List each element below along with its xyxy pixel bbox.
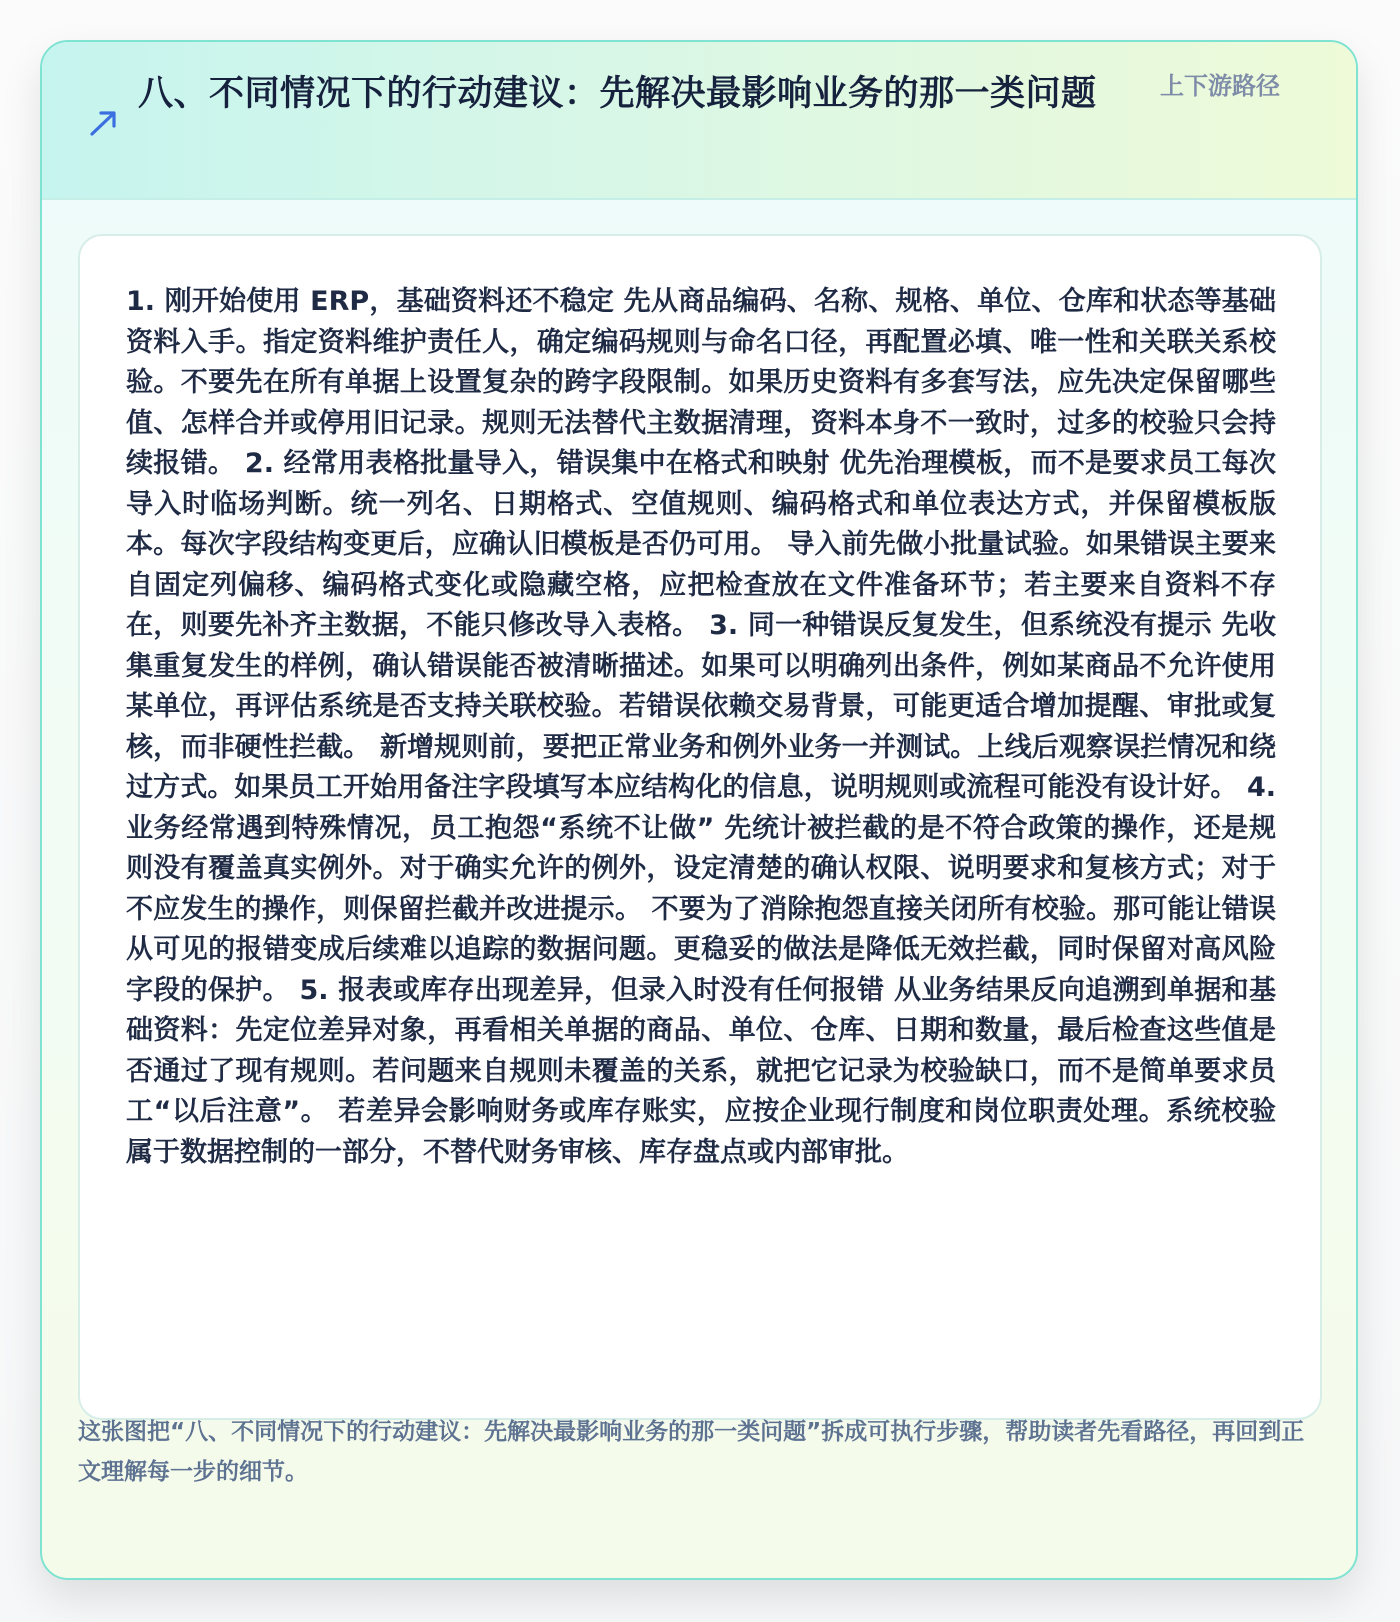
section-card [40,40,1358,1580]
section-title: 八、不同情况下的行动建议：先解决最影响业务的那一类问题 [138,74,1097,114]
section-tag: 上下游路径 [1160,72,1280,100]
card-header [42,42,1356,200]
arrow-up-right-icon [86,106,120,140]
body-text: 1. 刚开始使用 ERP，基础资料还不稳定 先从商品编码、名称、规格、单位、仓库和状态等基础资料入手。指定资料维护责任人，确定编码规则与命名口径，再配置必填、唯一性和关联关系校验。不要先在所有单据上设置复杂的跨字段限制。如果历史资料有多套写法，应先决定保留哪些值、怎样合并或停用旧记录。规则无法替代主数据清理，资料本身不一致时，过多的校验只会持续报错。 2. 经常用表格批量导入，错误集中在格式和映射 优先治理模板，而不是要求员工每次导入时临场判断。统一列名、日期格式、空值规则、编码格式和单位表达方式，并保留模板版本。每次字段结构变更后，应确认旧模板是否仍可用。 导入前先做小批量试验。如果错误主要来自固定列偏移、编码格式变化或隐藏空格，应把检查放在文件准备环节；若主要来自资料不存在，则要先补齐主数据，不能只修改导入表格。 3. 同一种错误反复发生，但系统没有提示 先收集重复发生的样例，确认错误能否被清晰描述。如果可以明确列出条件，例如某商品不允许使用某单位，再评估系统是否支持关联校验。若错误依赖交易背景，可能更适合增加提醒、审批或复核，而非硬性拦截。 新增规则前，要把正常业务和例外业务一并测试。上线后观察误拦情况和绕过方式。如果员工开始用备注字段填写本应结构化的信息，说明规则或流程可能没有设计好。 4. 业务经常遇到特殊情况，员工抱怨“系统不让做” 先统计被拦截的是不符合政策的操作，还是规则没有覆盖真实例外。对于确实允许的例外，设定清楚的确认权限、说明要求和复核方式；对于不应发生的操作，则保留拦截并改进提示。 不要为了消除抱怨直接关闭所有校验。那可能让错误从可见的报错变成后续难以追踪的数据问题。更稳妥的做法是降低无效拦截，同时保留对高风险字段的保护。 5. 报表或库存出现差异，但录入时没有任何报错 从业务结果反向追溯到单据和基础资料：先定位差异对象，再看相关单据的商品、单位、仓库、日期和数量，最后检查这些值是否通过了现有规则。若问题来自规则未覆盖的关系，就把它记录为校验缺口，而不是简单要求员工“以后注意”。 若差异会影响财务或库存账实，应按企业现行制度和岗位职责处理。系统校验属于数据控制的一部分，不替代财务审核、库存盘点或内部审批。 [126,286,1276,1168]
figure-caption: 这张图把“八、不同情况下的行动建议：先解决最影响业务的那一类问题”拆成可执行步骤，帮助读者先看路径，再回到正文理解每一步的细节。 [78,1419,1305,1485]
content-box [78,234,1322,1420]
